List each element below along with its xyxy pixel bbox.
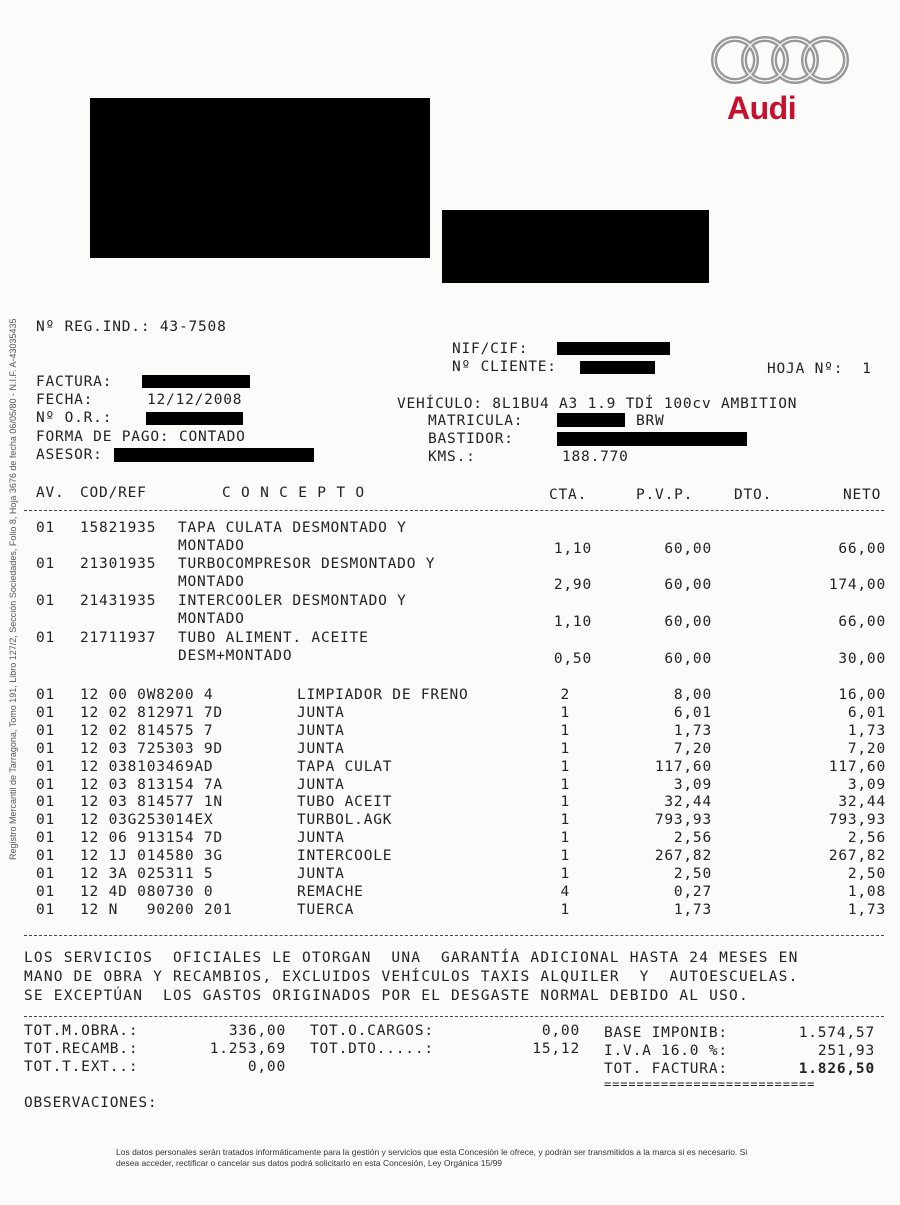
- guarantee-line-3: SE EXCEPTÚAN LOS GASTOS ORIGINADOS POR EL DESGASTE NORMAL DEBIDO AL USO.: [24, 988, 749, 1004]
- labour-desc-line1: TUBO ALIMENT. ACEITE: [178, 630, 369, 646]
- part-pvp: 793,93: [654, 812, 712, 829]
- labour-desc-line1: INTERCOOLER DESMONTADO Y: [178, 593, 407, 609]
- labour-neto: 66,00: [838, 541, 886, 557]
- col-cod: COD/REF: [80, 485, 147, 501]
- redacted-nif: [557, 342, 670, 355]
- part-neto: 32,44: [838, 794, 886, 811]
- labour-pvp: 60,00: [664, 577, 712, 593]
- body-rule: [24, 935, 884, 936]
- audi-rings-logo: [708, 34, 854, 86]
- iva-value: 251,93: [817, 1043, 875, 1059]
- part-ref: 12 N 90200 201: [80, 901, 233, 918]
- labour-av: 01: [36, 520, 56, 536]
- matricula-suffix: BRW: [636, 413, 665, 429]
- part-av: 01: [36, 722, 56, 739]
- part-pvp: 7,20: [673, 740, 712, 757]
- labour-cta: 0,50: [553, 651, 592, 667]
- part-ref: 12 02 812971 7D: [80, 704, 223, 721]
- registry-side-text: Registro Mercantil de Tarragona, Tomo 191, Libro 127/2, Sección Sociedades, Folio 8, Hoja 3676 de fecha 06/05/80 - N.I.F. A-43035435: [8, 318, 18, 860]
- tot-text-label: TOT.T.EXT..:: [24, 1059, 139, 1075]
- part-cta: 1: [560, 830, 570, 847]
- redacted-bastidor: [557, 432, 747, 446]
- labour-code: 21431935: [80, 593, 157, 609]
- kms-value: 188.770: [562, 449, 629, 465]
- part-desc: JUNTA: [297, 830, 345, 847]
- part-neto: 16,00: [838, 687, 886, 703]
- part-av: 01: [36, 848, 56, 865]
- part-cta: 4: [560, 883, 570, 900]
- part-desc: LIMPIADOR DE FRENO: [297, 687, 469, 703]
- part-cta: 1: [560, 901, 570, 918]
- part-cta: 1: [560, 812, 570, 829]
- col-neto: NETO: [843, 487, 882, 503]
- tot-ocargos-label: TOT.O.CARGOS:: [310, 1023, 434, 1039]
- part-neto: 1,08: [847, 883, 886, 900]
- total-factura-value: 1.826,50: [798, 1061, 875, 1077]
- guarantee-line-1: LOS SERVICIOS OFICIALES LE OTORGAN UNA GARANTÍA ADICIONAL HASTA 24 MESES EN: [24, 950, 799, 966]
- kms-label: KMS.:: [428, 449, 476, 465]
- vehiculo: VEHÍCULO: 8L1BU4 A3 1.9 TDÍ 100cv AMBITION: [397, 396, 798, 412]
- part-pvp: 3,09: [673, 776, 712, 793]
- part-cta: 1: [560, 848, 570, 865]
- hoja-label: HOJA Nº: 1: [767, 361, 872, 377]
- part-ref: 12 02 814575 7: [80, 722, 214, 739]
- part-av: 01: [36, 901, 56, 918]
- tot-recamb-label: TOT.RECAMB.:: [24, 1041, 139, 1057]
- labour-desc-line2: MONTADO: [178, 538, 245, 554]
- labour-pvp: 60,00: [664, 651, 712, 667]
- part-neto: 267,82: [828, 848, 886, 865]
- part-ref: 12 03 814577 1N: [80, 794, 223, 811]
- matricula-label: MATRICULA:: [428, 413, 524, 429]
- part-ref: 12 038103469AD: [80, 758, 214, 775]
- total-underline: ==========================: [604, 1077, 816, 1091]
- redacted-or: [146, 412, 243, 425]
- labour-desc-line2: MONTADO: [178, 611, 245, 627]
- labour-desc-line1: TURBOCOMPRESOR DESMONTADO Y: [178, 556, 436, 572]
- part-av: 01: [36, 704, 56, 721]
- cliente-label: Nº CLIENTE:: [452, 359, 557, 375]
- nif-label: NIF/CIF:: [452, 341, 529, 357]
- labour-code: 21711937: [80, 630, 157, 646]
- part-desc: JUNTA: [297, 866, 345, 882]
- labour-av: 01: [36, 593, 56, 609]
- part-ref: 12 06 913154 7D: [80, 830, 223, 847]
- privacy-footer: Los datos personales serán tratados informáticamente para la gestión y servicios que esta Concesión le ofrece, y podrán ser transmitidos a la marca si es necesario. Si desea acceder, rectificar o cancelar sus datos podrá solicitarlo en esta Concesión, Ley Orgánica 15/99: [116, 1147, 748, 1168]
- part-av: 01: [36, 866, 56, 882]
- part-desc: REMACHE: [297, 883, 364, 900]
- part-ref: 12 00 0W8200 4: [80, 687, 214, 703]
- labour-cta: 1,10: [553, 541, 592, 557]
- part-desc: JUNTA: [297, 740, 345, 757]
- tot-recamb-value: 1.253,69: [209, 1041, 286, 1057]
- part-ref: 12 03G253014EX: [80, 812, 214, 829]
- labour-code: 15821935: [80, 520, 157, 536]
- audi-wordmark: Audi: [727, 90, 797, 126]
- part-av: 01: [36, 794, 56, 811]
- part-pvp: 0,27: [673, 883, 712, 900]
- part-neto: 117,60: [828, 758, 886, 775]
- col-pvp: P.V.P.: [636, 487, 694, 503]
- part-ref: 12 03 725303 9D: [80, 740, 223, 757]
- part-desc: TUBO ACEIT: [297, 794, 393, 811]
- redacted-matricula: [557, 413, 625, 427]
- part-pvp: 267,82: [654, 848, 712, 865]
- part-desc: JUNTA: [297, 776, 345, 793]
- part-cta: 1: [560, 794, 570, 811]
- fecha-value: 12/12/2008: [147, 392, 243, 408]
- part-desc: TURBOL.AGK: [297, 812, 393, 829]
- tot-dto-label: TOT.DTO.....:: [310, 1041, 434, 1057]
- observaciones-label: OBSERVACIONES:: [24, 1095, 158, 1111]
- part-cta: 1: [560, 866, 570, 882]
- tot-mobra-label: TOT.M.OBRA.:: [24, 1023, 139, 1039]
- part-ref: 12 1J 014580 3G: [80, 848, 223, 865]
- col-dto: DTO.: [734, 487, 773, 503]
- part-desc: JUNTA: [297, 722, 345, 739]
- labour-cta: 1,10: [553, 614, 592, 630]
- part-cta: 1: [560, 722, 570, 739]
- reg-ind: Nº REG.IND.: 43-7508: [36, 319, 227, 335]
- part-neto: 6,01: [847, 704, 886, 721]
- part-desc: JUNTA: [297, 704, 345, 721]
- part-cta: 1: [560, 776, 570, 793]
- part-cta: 1: [560, 758, 570, 775]
- labour-pvp: 60,00: [664, 614, 712, 630]
- part-ref: 12 03 813154 7A: [80, 776, 223, 793]
- redacted-client-address: [442, 210, 709, 283]
- part-neto: 3,09: [847, 776, 886, 793]
- part-pvp: 32,44: [664, 794, 712, 811]
- redacted-cliente: [580, 361, 655, 374]
- part-neto: 1,73: [847, 722, 886, 739]
- part-pvp: 1,73: [673, 901, 712, 918]
- labour-av: 01: [36, 556, 56, 572]
- col-cta: CTA.: [549, 487, 588, 503]
- part-cta: 1: [560, 704, 570, 721]
- guarantee-line-2: MANO DE OBRA Y RECAMBIOS, EXCLUIDOS VEHÍCULOS TAXIS ALQUILER Y AUTOESCUELAS.: [24, 969, 799, 985]
- part-pvp: 6,01: [673, 704, 712, 721]
- total-factura-label: TOT. FACTURA:: [604, 1061, 728, 1077]
- labour-desc-line2: DESM+MONTADO: [178, 648, 293, 664]
- part-neto: 793,93: [828, 812, 886, 829]
- part-av: 01: [36, 758, 56, 775]
- fecha-label: FECHA:: [36, 392, 94, 408]
- part-ref: 12 3A 025311 5: [80, 866, 214, 882]
- tot-ocargos-value: 0,00: [541, 1023, 580, 1039]
- part-neto: 1,73: [847, 901, 886, 918]
- labour-cta: 2,90: [553, 577, 592, 593]
- part-av: 01: [36, 883, 56, 900]
- tot-dto-value: 15,12: [532, 1041, 580, 1057]
- part-pvp: 117,60: [654, 758, 712, 775]
- redacted-asesor: [114, 448, 314, 462]
- forma-pago: FORMA DE PAGO: CONTADO: [36, 429, 246, 445]
- part-neto: 2,50: [847, 866, 886, 882]
- part-av: 01: [36, 830, 56, 847]
- part-cta: 1: [560, 740, 570, 757]
- part-av: 01: [36, 776, 56, 793]
- part-cta: 2: [560, 687, 570, 703]
- labour-neto: 66,00: [838, 614, 886, 630]
- labour-av: 01: [36, 630, 56, 646]
- base-label: BASE IMPONIB:: [604, 1025, 728, 1041]
- col-concepto: C O N C E P T O: [222, 485, 365, 501]
- part-av: 01: [36, 812, 56, 829]
- part-ref: 12 4D 080730 0: [80, 883, 214, 900]
- labour-pvp: 60,00: [664, 541, 712, 557]
- labour-neto: 30,00: [838, 651, 886, 667]
- part-pvp: 2,50: [673, 866, 712, 882]
- tot-text-value: 0,00: [247, 1059, 286, 1075]
- base-value: 1.574,57: [798, 1025, 875, 1041]
- part-av: 01: [36, 740, 56, 757]
- part-pvp: 2,56: [673, 830, 712, 847]
- labour-code: 21301935: [80, 556, 157, 572]
- redacted-factura: [142, 375, 250, 388]
- redacted-company-block: [90, 98, 430, 258]
- part-pvp: 8,00: [673, 687, 712, 703]
- or-label: Nº O.R.:: [36, 410, 113, 426]
- labour-desc-line2: MONTADO: [178, 574, 245, 590]
- part-neto: 7,20: [847, 740, 886, 757]
- labour-desc-line1: TAPA CULATA DESMONTADO Y: [178, 520, 407, 536]
- part-desc: INTERCOOLE: [297, 848, 393, 865]
- bastidor-label: BASTIDOR:: [428, 431, 514, 447]
- part-desc: TAPA CULAT: [297, 758, 393, 775]
- part-neto: 2,56: [847, 830, 886, 847]
- col-av: AV.: [36, 485, 65, 501]
- part-av: 01: [36, 687, 56, 703]
- part-pvp: 1,73: [673, 722, 712, 739]
- asesor-label: ASESOR:: [36, 447, 103, 463]
- factura-label: FACTURA:: [36, 374, 113, 390]
- tot-mobra-value: 336,00: [228, 1023, 286, 1039]
- iva-label: I.V.A 16.0 %:: [604, 1043, 728, 1059]
- labour-neto: 174,00: [828, 577, 886, 593]
- header-rule: [24, 510, 884, 511]
- part-desc: TUERCA: [297, 901, 355, 918]
- totals-rule: [24, 1016, 884, 1017]
